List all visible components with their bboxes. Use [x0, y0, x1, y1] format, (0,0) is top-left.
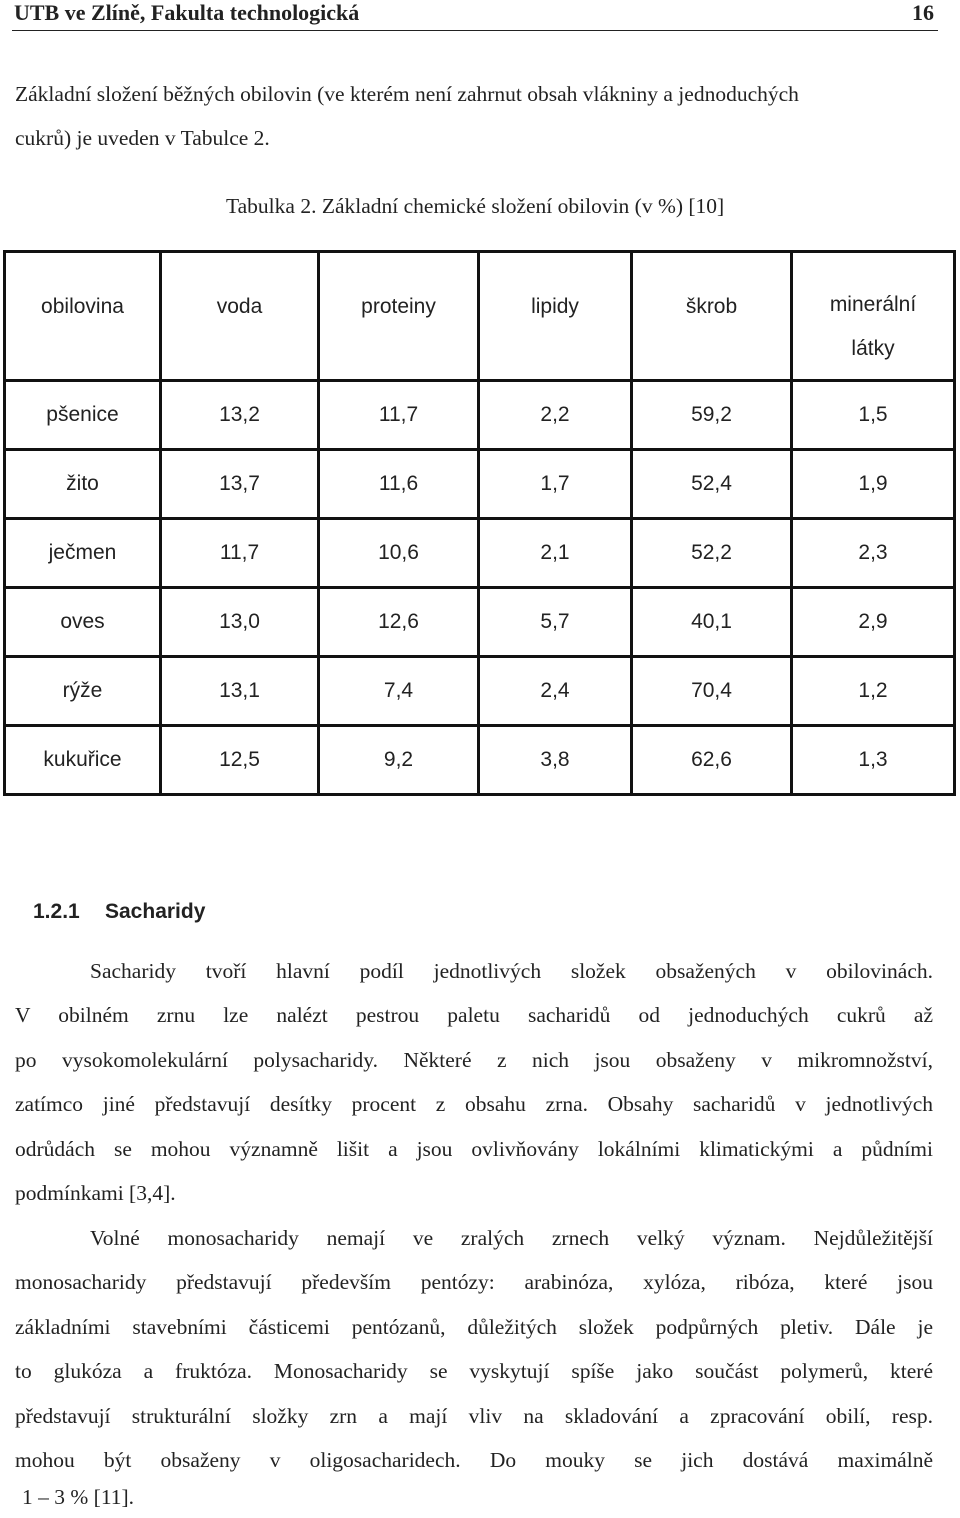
text-line: zatímco jiné představují desítky procent z obsahu zrna. Obsahy sacharidů v jednotlivých [15, 1092, 933, 1117]
table-cell: 11,7 [319, 381, 479, 450]
table-cell: 2,2 [479, 381, 632, 450]
table-cell: rýže [5, 657, 161, 726]
table-cell: oves [5, 588, 161, 657]
table-cell: 13,2 [161, 381, 319, 450]
table-cell: 3,8 [479, 726, 632, 795]
table-cell: 7,4 [319, 657, 479, 726]
table-cell: 11,7 [161, 519, 319, 588]
table-cell: 13,7 [161, 450, 319, 519]
table-cell: 59,2 [632, 381, 792, 450]
text-line: Volné monosacharidy nemají ve zralých zrnech velký význam. Nejdůležitější [90, 1226, 933, 1250]
column-header: voda [161, 252, 319, 381]
cereal-composition-table [3, 250, 956, 796]
header-title: UTB ve Zlíně, Fakulta technologická [14, 0, 360, 25]
table-cell: 10,6 [319, 519, 479, 588]
table-cell: 5,7 [479, 588, 632, 657]
table-cell: 62,6 [632, 726, 792, 795]
table-cell: 70,4 [632, 657, 792, 726]
table-row [5, 726, 955, 795]
body-paragraph [15, 949, 933, 1215]
column-header: obilovina [5, 252, 161, 381]
table-cell: 40,1 [632, 588, 792, 657]
table-cell: 1,5 [792, 381, 955, 450]
text-line: Sacharidy tvoří hlavní podíl jednotlivých složek obsažených v obilovinách. [90, 959, 933, 983]
text-line: 1 – 3 % [11]. [22, 1485, 135, 1509]
text-line: cukrů) je uveden v Tabulce 2. [15, 126, 270, 151]
page-number: 16 [912, 0, 934, 25]
section-heading [33, 900, 205, 924]
table-cell: 2,1 [479, 519, 632, 588]
table-cell: 1,9 [792, 450, 955, 519]
table-caption: Tabulka 2. Základní chemické složení obilovin (v %) [10] [226, 194, 725, 218]
text-line: mohou být obsaženy v oligosacharidech. Do mouky se jich dostává maximálně [15, 1447, 933, 1472]
column-header-text: minerální látky [829, 293, 917, 360]
intro-paragraph [15, 72, 933, 161]
table-row [5, 657, 955, 726]
table-cell: 2,4 [479, 657, 632, 726]
section-number: 1.2.1 [33, 900, 80, 923]
table-cell: 13,0 [161, 588, 319, 657]
table-cell: 9,2 [319, 726, 479, 795]
text-line: základními stavebními částicemi pentózanů, důležitých složek podpůrných pletiv. Dále je [15, 1314, 933, 1339]
table-row [5, 588, 955, 657]
text-line: podmínkami [3,4]. [15, 1180, 176, 1205]
table-cell: 52,4 [632, 450, 792, 519]
table-cell: 12,5 [161, 726, 319, 795]
text-line: V obilném zrnu lze nalézt pestrou paletu sacharidů od jednoduchých cukrů až [15, 1003, 933, 1028]
column-header: proteiny [319, 252, 479, 381]
table-cell: 13,1 [161, 657, 319, 726]
table-row [5, 450, 955, 519]
body-paragraph [15, 1216, 933, 1482]
table-cell: ječmen [5, 519, 161, 588]
text-line: odrůdách se mohou významně lišit a jsou ovlivňovány lokálními klimatickými a půdními [15, 1136, 933, 1161]
column-header: škrob [632, 252, 792, 381]
table-cell: 11,6 [319, 450, 479, 519]
table-cell: 52,2 [632, 519, 792, 588]
table-row [5, 519, 955, 588]
page-header [12, 0, 938, 31]
table-cell: 2,9 [792, 588, 955, 657]
table-cell: kukuřice [5, 726, 161, 795]
text-line: Základní složení běžných obilovin (ve kterém není zahrnut obsah vlákniny a jednoduchých [15, 82, 799, 106]
table-cell: pšenice [5, 381, 161, 450]
table-header-row [5, 252, 955, 381]
table-cell: 1,7 [479, 450, 632, 519]
text-line: po vysokomolekulární polysacharidy. Některé z nich jsou obsaženy v mikromnožství, [15, 1047, 933, 1072]
section-title: Sacharidy [105, 900, 206, 923]
table-cell: 1,3 [792, 726, 955, 795]
column-header [792, 252, 955, 381]
column-header: lipidy [479, 252, 632, 381]
table-cell: žito [5, 450, 161, 519]
table-cell: 12,6 [319, 588, 479, 657]
text-line: představují strukturální složky zrn a mají vliv na skladování a zpracování obilí, resp. [15, 1403, 933, 1428]
table-cell: 1,2 [792, 657, 955, 726]
text-line: to glukóza a fruktóza. Monosacharidy se vyskytují spíše jako součást polymerů, které [15, 1359, 933, 1384]
table-row [5, 381, 955, 450]
text-line: monosacharidy představují především pentózy: arabinóza, xylóza, ribóza, které jsou [15, 1270, 933, 1295]
table-cell: 2,3 [792, 519, 955, 588]
